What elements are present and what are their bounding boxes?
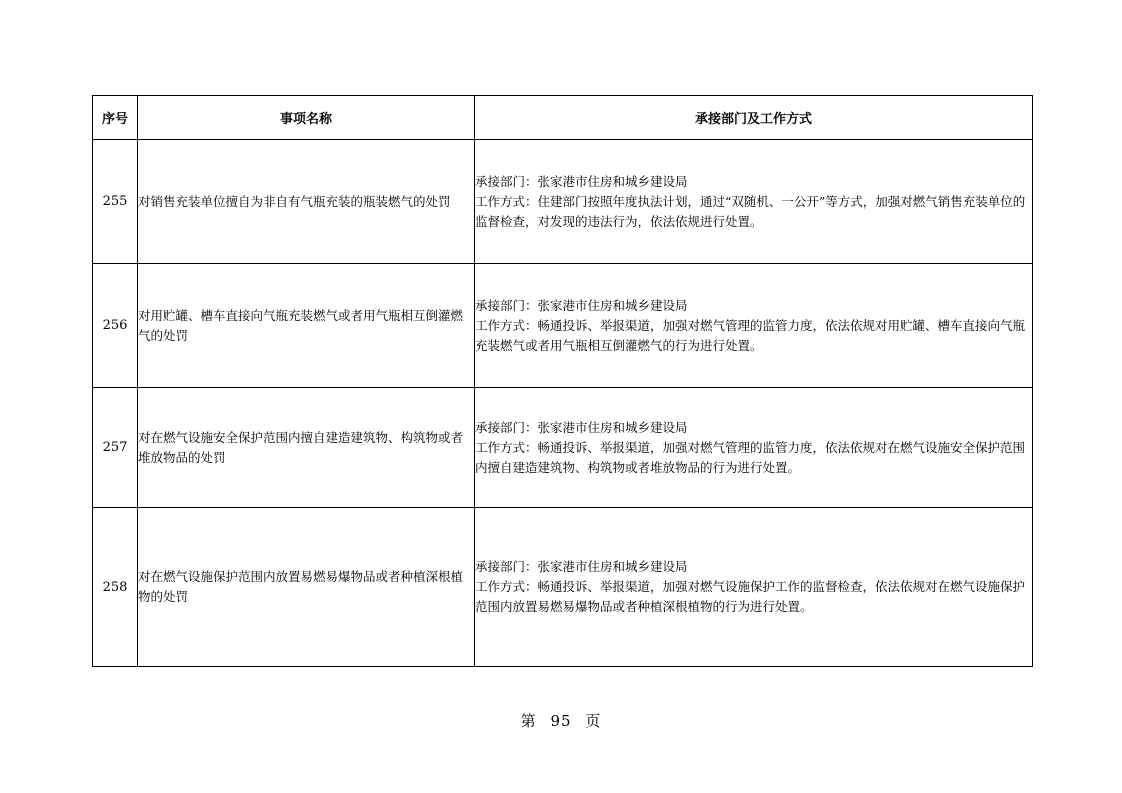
dept-line: 承接部门：张家港市住房和城乡建设局 (475, 419, 688, 435)
dept-line: 承接部门：张家港市住房和城乡建设局 (475, 559, 688, 574)
method-line: 工作方式：畅通投诉、举报渠道，加强对燃气管理的监管力度，依法依规对在燃气设施安全保护范围内擅自建造建筑物、构筑物或者堆放物品的行为进行处置。 (475, 439, 1026, 475)
page-suffix: 页 (585, 712, 602, 730)
row-item-name: 对销售充装单位擅自为非自有气瓶充装的瓶装燃气的处罚 (138, 140, 475, 264)
header-dept: 承接部门及工作方式 (475, 96, 1033, 140)
row-seq: 256 (93, 264, 138, 388)
page-number: 95 (550, 712, 572, 730)
row-item-name: 对用贮罐、槽车直接向气瓶充装燃气或者用气瓶相互倒灌燃气的处罚 (138, 264, 475, 388)
table-row (93, 264, 1033, 388)
table-header-row (93, 96, 1033, 140)
page-footer (0, 710, 1122, 731)
row-item-name: 对在燃气设施安全保护范围内擅自建造建筑物、构筑物或者堆放物品的处罚 (138, 388, 475, 508)
row-dept-method (475, 140, 1033, 264)
row-seq: 255 (93, 140, 138, 264)
document-table (92, 95, 1033, 667)
table-row (93, 388, 1033, 508)
table-row (93, 140, 1033, 264)
row-seq: 258 (93, 508, 138, 667)
header-name: 事项名称 (138, 96, 475, 140)
row-dept-method (475, 264, 1033, 388)
header-seq: 序号 (93, 96, 138, 140)
row-item-name: 对在燃气设施保护范围内放置易燃易爆物品或者种植深根植物的处罚 (138, 508, 475, 667)
method-line: 工作方式：住建部门按照年度执法计划，通过“双随机、一公开”等方式，加强对燃气销售充装单位的监督检查，对发现的违法行为，依法依规进行处置。 (475, 193, 1026, 229)
method-line: 工作方式：畅通投诉、举报渠道，加强对燃气管理的监管力度，依法依规对用贮罐、槽车直接向气瓶充装燃气或者用气瓶相互倒灌燃气的行为进行处置。 (475, 317, 1026, 353)
row-seq: 257 (93, 388, 138, 508)
table-row (93, 508, 1033, 667)
row-dept-method (475, 388, 1033, 508)
dept-line: 承接部门：张家港市住房和城乡建设局 (475, 173, 688, 189)
method-line: 工作方式：畅通投诉、举报渠道，加强对燃气设施保护工作的监督检查，依法依规对在燃气设施保护范围内放置易燃易爆物品或者种植深根植物的行为进行处置。 (475, 579, 1026, 614)
page-prefix: 第 (520, 712, 537, 730)
dept-line: 承接部门：张家港市住房和城乡建设局 (475, 297, 688, 313)
row-dept-method (475, 508, 1033, 667)
